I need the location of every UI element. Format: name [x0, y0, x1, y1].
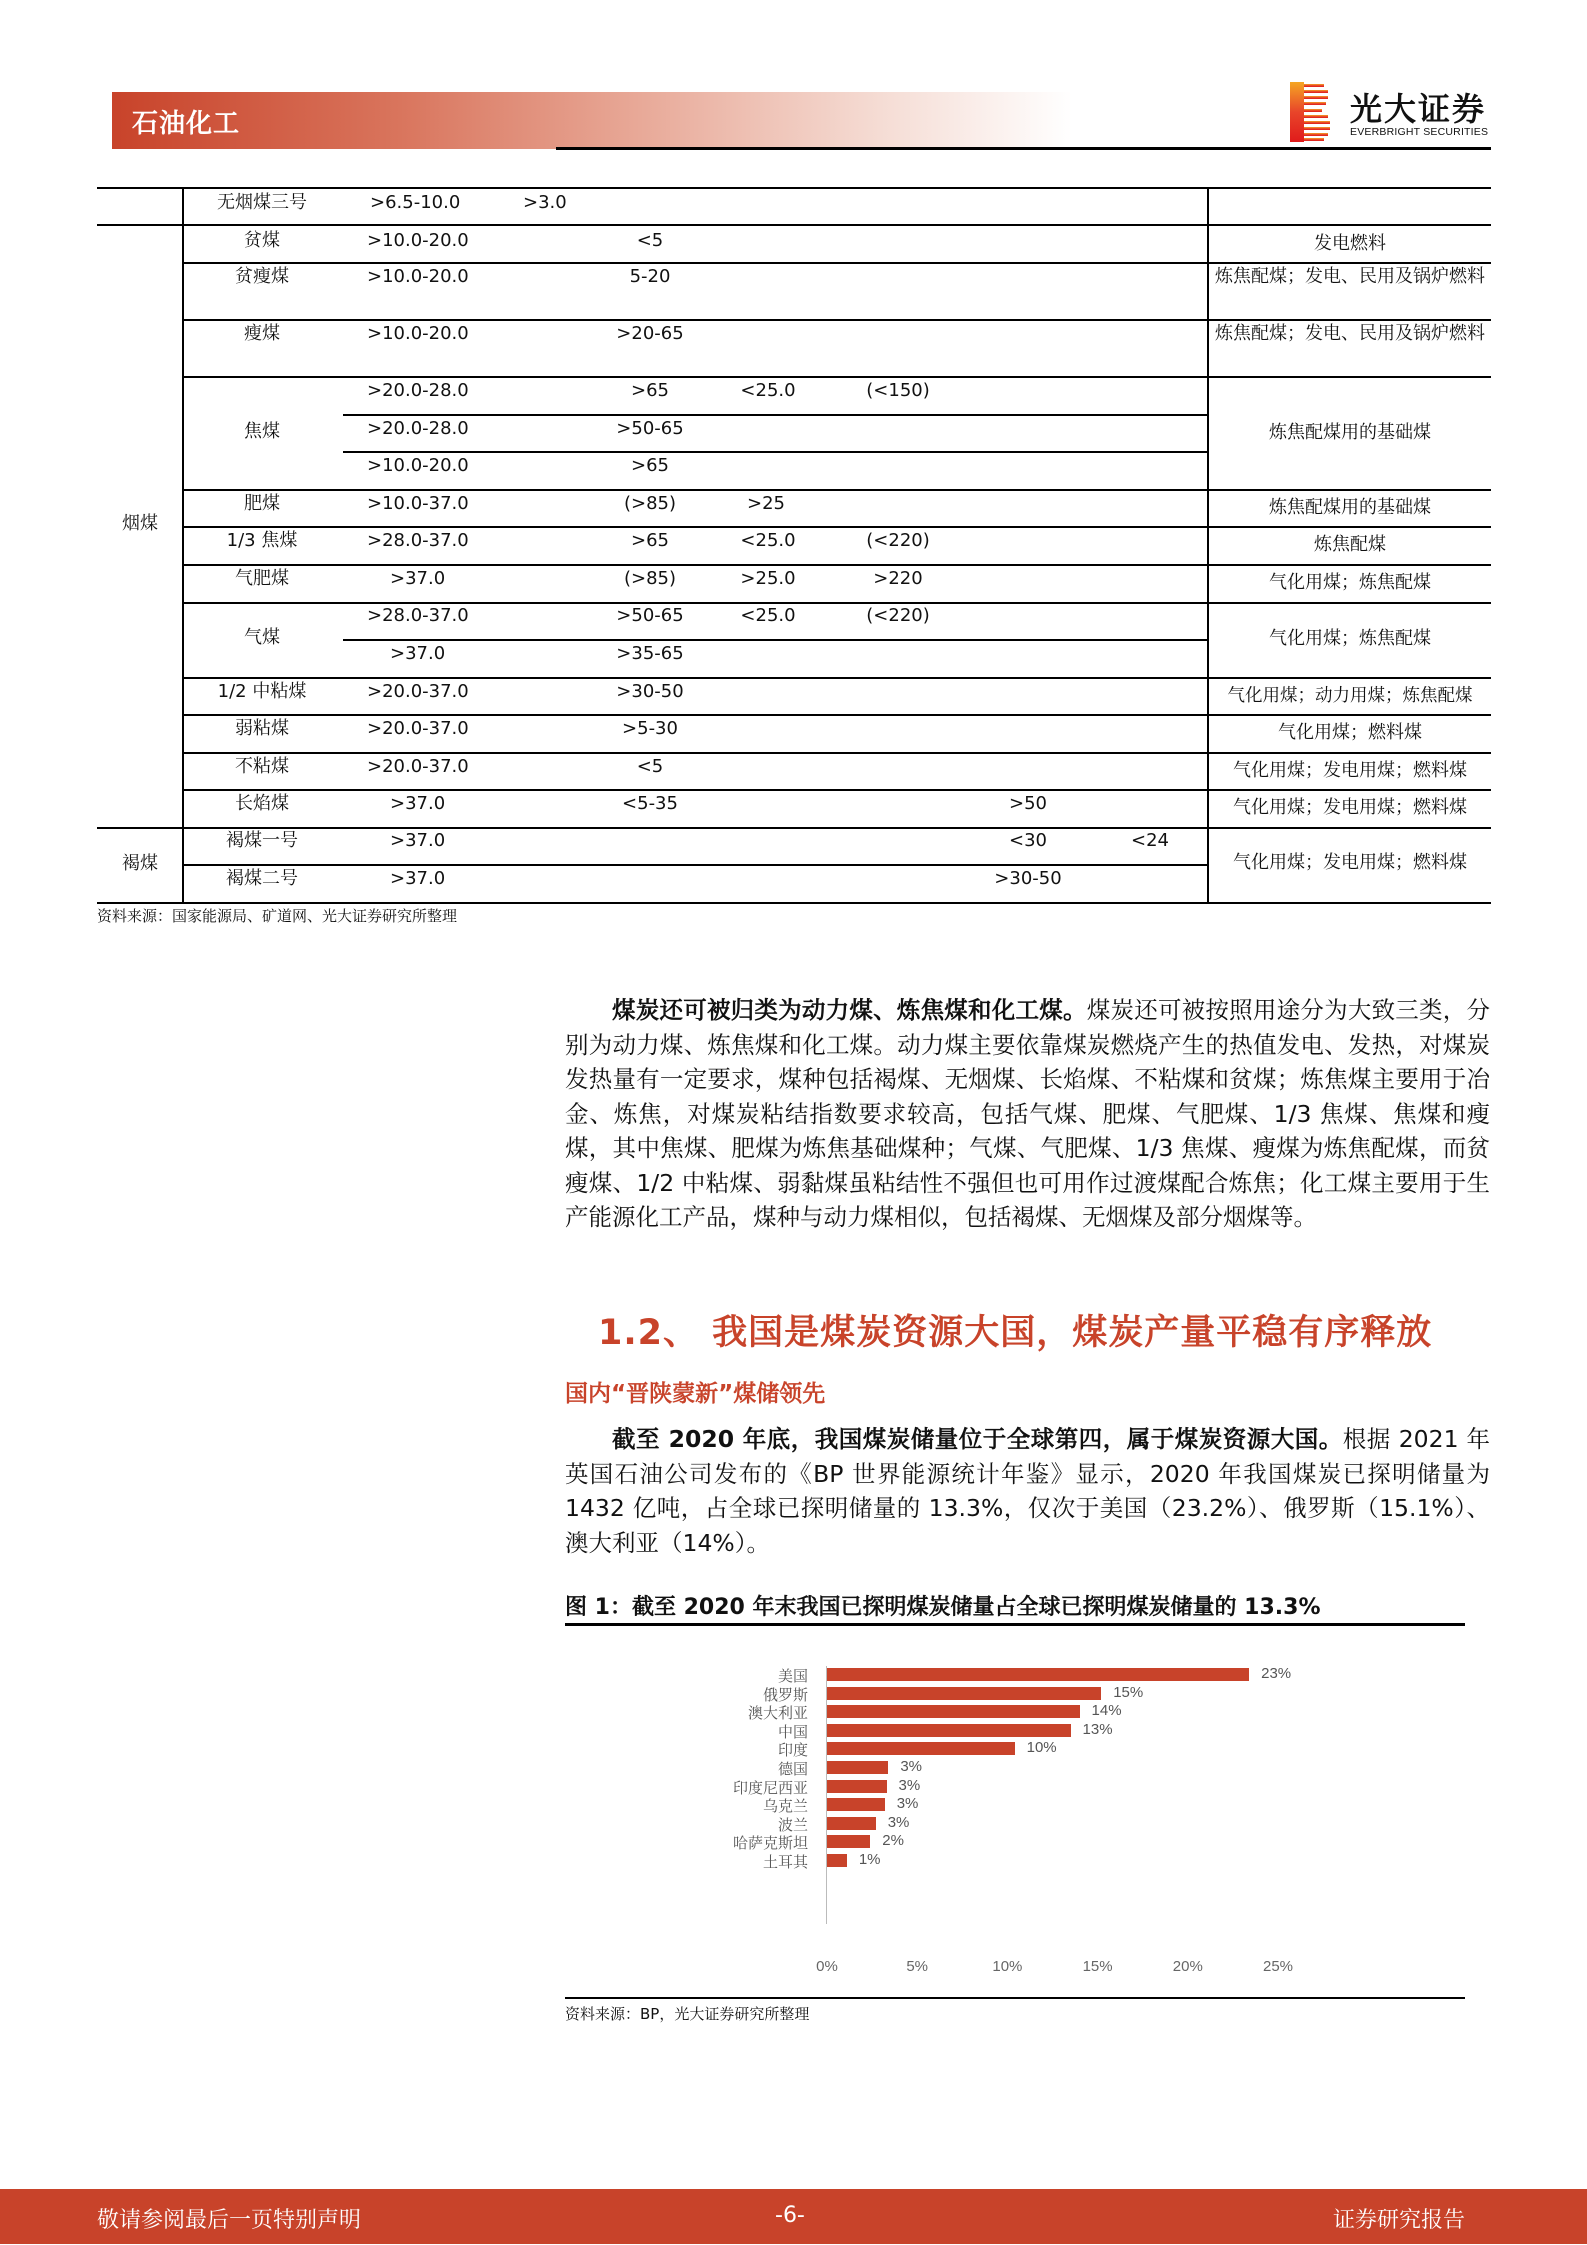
bar: [827, 1761, 888, 1774]
coal-name: 瘦煤: [244, 323, 280, 344]
table-rule: [183, 714, 1491, 716]
bar-value-label: 15%: [1113, 1683, 1144, 1701]
vdaf: >20.0-28.0: [367, 418, 469, 439]
g-value: >65: [631, 455, 669, 476]
header-rule: [556, 147, 1491, 150]
coal-name: 气肥煤: [235, 568, 289, 589]
bar: [827, 1724, 1071, 1737]
x-tick-label: 15%: [1082, 1958, 1113, 1975]
figure-title: 图 1：截至 2020 年末我国已探明煤炭储量占全球已探明煤炭储量的 13.3%: [565, 1595, 1321, 1620]
coal-name: 长焰煤: [235, 793, 289, 814]
vdaf: >37.0: [390, 793, 446, 814]
coal-name: 褐煤二号: [226, 868, 298, 889]
section-heading: 1.2、 我国是煤炭资源大国，煤炭产量平稳有序释放: [598, 1313, 1433, 1353]
y-value: <25.0: [740, 530, 796, 551]
bar-category-label: 波兰: [777, 1815, 808, 1834]
vdaf: >28.0-37.0: [367, 605, 469, 626]
coal-name: 褐煤一号: [226, 830, 298, 851]
vdaf: >37.0: [390, 830, 446, 851]
vdaf: >10.0-20.0: [367, 266, 469, 287]
g-value: >3.0: [523, 192, 567, 213]
bar-category-label: 俄罗斯: [762, 1685, 808, 1704]
x-tick-label: 25%: [1262, 1958, 1294, 1975]
paragraph-lead: 截至 2020 年底，我国煤炭储量位于全球第四，属于煤炭资源大国。: [612, 1425, 1343, 1453]
coal-name: 肥煤: [244, 493, 280, 514]
group-bituminous: 烟煤: [122, 513, 158, 534]
b-value: (<220): [866, 605, 930, 626]
bar: [827, 1668, 1249, 1681]
bar: [827, 1798, 885, 1811]
header-band: [112, 92, 1072, 149]
x-tick-label: 0%: [816, 1958, 838, 1975]
g-value: >20-65: [616, 323, 684, 344]
x-tick-label: 5%: [906, 1958, 929, 1975]
vdaf: >20.0-37.0: [367, 756, 469, 777]
table-rule: [343, 414, 1208, 416]
coal-use: 炼焦配煤用的基础煤: [1269, 422, 1431, 443]
coal-use: 气化用煤；燃料煤: [1278, 722, 1422, 743]
table-source: 资料来源：国家能源局、矿道网、光大证券研究所整理: [97, 907, 458, 925]
page-footer: [0, 2189, 1587, 2244]
disclaimer-note: 敬请参阅最后一页特别声明: [97, 2208, 362, 2233]
coal-use: 气化用煤；发电用煤；燃料煤: [1233, 760, 1467, 781]
paragraph-lead: 煤炭还可被归类为动力煤、炼焦煤和化工煤。: [612, 996, 1087, 1024]
coal-use: 气化用煤；发电用煤；燃料煤: [1233, 852, 1467, 873]
y-value: <25.0: [740, 605, 796, 626]
figure-source: 资料来源：BP，光大证券研究所整理: [565, 2005, 810, 2023]
x-tick-label: 20%: [1172, 1958, 1203, 1975]
table-rule: [183, 564, 1491, 566]
bar-value-label: 13%: [1082, 1720, 1113, 1738]
table-rule: [183, 526, 1491, 528]
vdaf: >37.0: [390, 868, 446, 889]
bar: [827, 1835, 870, 1848]
bar-category-label: 印度尼西亚: [732, 1778, 808, 1797]
figure-bottom-rule: [565, 1997, 1465, 1999]
g-value: <5: [636, 230, 664, 251]
x-tick-label: 10%: [992, 1958, 1023, 1975]
y-value: >25: [747, 493, 785, 514]
bar-category-label: 中国: [777, 1722, 808, 1741]
bar-value-label: 10%: [1026, 1739, 1057, 1757]
coal-name: 1/3 焦煤: [226, 530, 298, 551]
bar-category-label: 美国: [777, 1667, 808, 1685]
coal-name: 无烟煤三号: [217, 192, 307, 213]
g-value: >5-30: [622, 718, 678, 739]
g-value: 5-20: [629, 266, 671, 287]
table-rule: [183, 789, 1491, 791]
g-value: (>85): [623, 568, 677, 589]
coal-reserves-bar-chart: [700, 1650, 1320, 1990]
g-value: <5: [636, 756, 664, 777]
paragraph-reserves: [565, 1422, 1490, 1560]
b-value: (<220): [866, 530, 930, 551]
y-value: >25.0: [740, 568, 796, 589]
bar: [827, 1687, 1101, 1700]
b-value: >220: [873, 568, 923, 589]
table-rule: [183, 864, 1208, 866]
figure-rule: [565, 1623, 1465, 1626]
bar-value-label: 1%: [858, 1851, 881, 1868]
coal-use: 气化用煤；炼焦配煤: [1269, 628, 1431, 649]
g-value: <5-35: [622, 793, 678, 814]
b-value: (<150): [866, 380, 930, 401]
bar: [827, 1817, 876, 1830]
coal-use: 气化用煤；发电用煤；燃料煤: [1233, 797, 1467, 818]
bar-value-label: 3%: [900, 1758, 923, 1775]
coal-name: 弱粘煤: [235, 718, 289, 739]
g-value: >50-65: [616, 418, 684, 439]
bar-value-label: 3%: [887, 1813, 910, 1831]
pm-value: >50: [1009, 793, 1047, 814]
bar-category-label: 乌克兰: [762, 1797, 808, 1816]
g-value: (>85): [623, 493, 677, 514]
g-value: >35-65: [616, 643, 684, 664]
bar: [827, 1780, 887, 1793]
bar-value-label: 3%: [896, 1795, 919, 1813]
bar-category-label: 哈萨克斯坦: [732, 1834, 808, 1853]
group-lignite: 褐煤: [122, 853, 158, 874]
qgr-value: <24: [1131, 830, 1169, 851]
table-rule: [183, 677, 1491, 679]
coal-use: 气化用煤；炼焦配煤: [1269, 572, 1431, 593]
paragraph-coal-uses: [565, 993, 1490, 1235]
vdaf: >37.0: [390, 568, 446, 589]
logo-chinese-name: 光大证券: [1350, 90, 1487, 128]
coal-name: 贫瘦煤: [235, 266, 289, 287]
report-type: 证券研究报告: [1333, 2208, 1466, 2233]
vdaf: >10.0-37.0: [367, 493, 469, 514]
table-rule: [343, 451, 1208, 453]
bar-category-label: 澳大利亚: [747, 1704, 808, 1723]
table-col-rule: [182, 187, 184, 903]
table-rule: [183, 489, 1491, 491]
coal-name: 焦煤: [244, 421, 280, 442]
bar-value-label: 2%: [882, 1832, 904, 1850]
bar-value-label: 3%: [898, 1776, 921, 1794]
table-rule: [97, 187, 1491, 189]
subsection-heading: 国内“晋陕蒙新”煤储领先: [565, 1381, 826, 1407]
bar-row: [700, 1848, 1320, 1874]
g-value: >65: [631, 530, 669, 551]
logo-english-name: EVERBRIGHT SECURITIES: [1350, 126, 1489, 138]
coal-name: 1/2 中粘煤: [217, 681, 307, 702]
bar-value-label: 14%: [1091, 1702, 1122, 1720]
vdaf: >37.0: [390, 643, 446, 664]
vdaf: >20.0-37.0: [367, 681, 469, 702]
bar: [827, 1705, 1080, 1718]
table-rule: [183, 376, 1491, 378]
page-number: -6-: [775, 2203, 805, 2228]
table-rule: [97, 827, 1491, 829]
everbright-logo: [1290, 82, 1500, 142]
table-rule: [97, 224, 1491, 226]
bar: [827, 1742, 1015, 1755]
pm-value: <30: [1009, 830, 1047, 851]
bar-category-label: 印度: [777, 1741, 808, 1760]
section-title: 石油化工: [132, 109, 241, 139]
table-rule: [183, 752, 1491, 754]
g-value: >65: [631, 380, 669, 401]
table-rule: [183, 602, 1491, 604]
coal-name: 气煤: [244, 627, 280, 648]
pm-value: >30-50: [994, 868, 1062, 889]
paragraph-body: 煤炭还可被按照用途分为大致三类，分别为动力煤、炼焦煤和化工煤。动力煤主要依靠煤炭燃烧产生的热值发电、发热，对煤炭发热量有一定要求，煤种包括褐煤、无烟煤、长焰煤、不粘煤和贫煤；炼焦煤主要用于冶金、炼焦，对煤炭粘结指数要求较高，包括气煤、肥煤、气肥煤、1/3 焦煤、焦煤和瘦煤，其中焦煤、肥煤为炼焦基础煤种；气煤、气肥煤、1/3 焦煤、瘦煤为炼焦配煤，而贫瘦煤、1/2 中粘煤、弱黏煤虽粘结性不强但也可用作过渡煤配合炼焦；化工煤主要用于生产能源化工产品，煤种与动力煤相似，包括褐煤、无烟煤及部分烟煤等。: [565, 996, 1491, 1231]
bar: [827, 1854, 847, 1867]
everbright-b-logo-icon: [1290, 82, 1330, 142]
coal-name: 贫煤: [244, 230, 280, 251]
paragraph-body: 根据 2021 年英国石油公司发布的《BP 世界能源统计年鉴》显示，2020 年我国煤炭已探明储量为 1432 亿吨，占全球已探明储量的 13.3%，仅次于美国（23.2%）、俄罗斯（15.1%）、澳大利亚（14%）。: [565, 1425, 1490, 1557]
bar-category-label: 土耳其: [762, 1853, 808, 1871]
coal-use: 炼焦配煤用的基础煤: [1269, 497, 1431, 518]
coal-use: 炼焦配煤；发电、民用及锅炉燃料: [1215, 323, 1485, 344]
g-value: >50-65: [616, 605, 684, 626]
coal-use: 炼焦配煤: [1314, 534, 1386, 555]
table-rule: [97, 902, 1491, 904]
coal-use: 发电燃料: [1314, 233, 1386, 254]
vdaf: >28.0-37.0: [367, 530, 469, 551]
vdaf: >20.0-37.0: [367, 718, 469, 739]
vdaf: >10.0-20.0: [367, 455, 469, 476]
bar-category-label: 德国: [777, 1760, 808, 1778]
vdaf: >10.0-20.0: [367, 230, 469, 251]
g-value: >30-50: [616, 681, 684, 702]
table-rule: [343, 639, 1208, 641]
bar-value-label: 23%: [1261, 1665, 1292, 1682]
coal-use: 气化用煤；动力用煤；炼焦配煤: [1227, 686, 1473, 706]
vdaf: >10.0-20.0: [367, 323, 469, 344]
y-value: <25.0: [740, 380, 796, 401]
vdaf: >20.0-28.0: [367, 380, 469, 401]
coal-use: 炼焦配煤；发电、民用及锅炉燃料: [1215, 266, 1485, 287]
coal-name: 不粘煤: [235, 756, 289, 777]
vdaf: >6.5-10.0: [370, 192, 461, 213]
